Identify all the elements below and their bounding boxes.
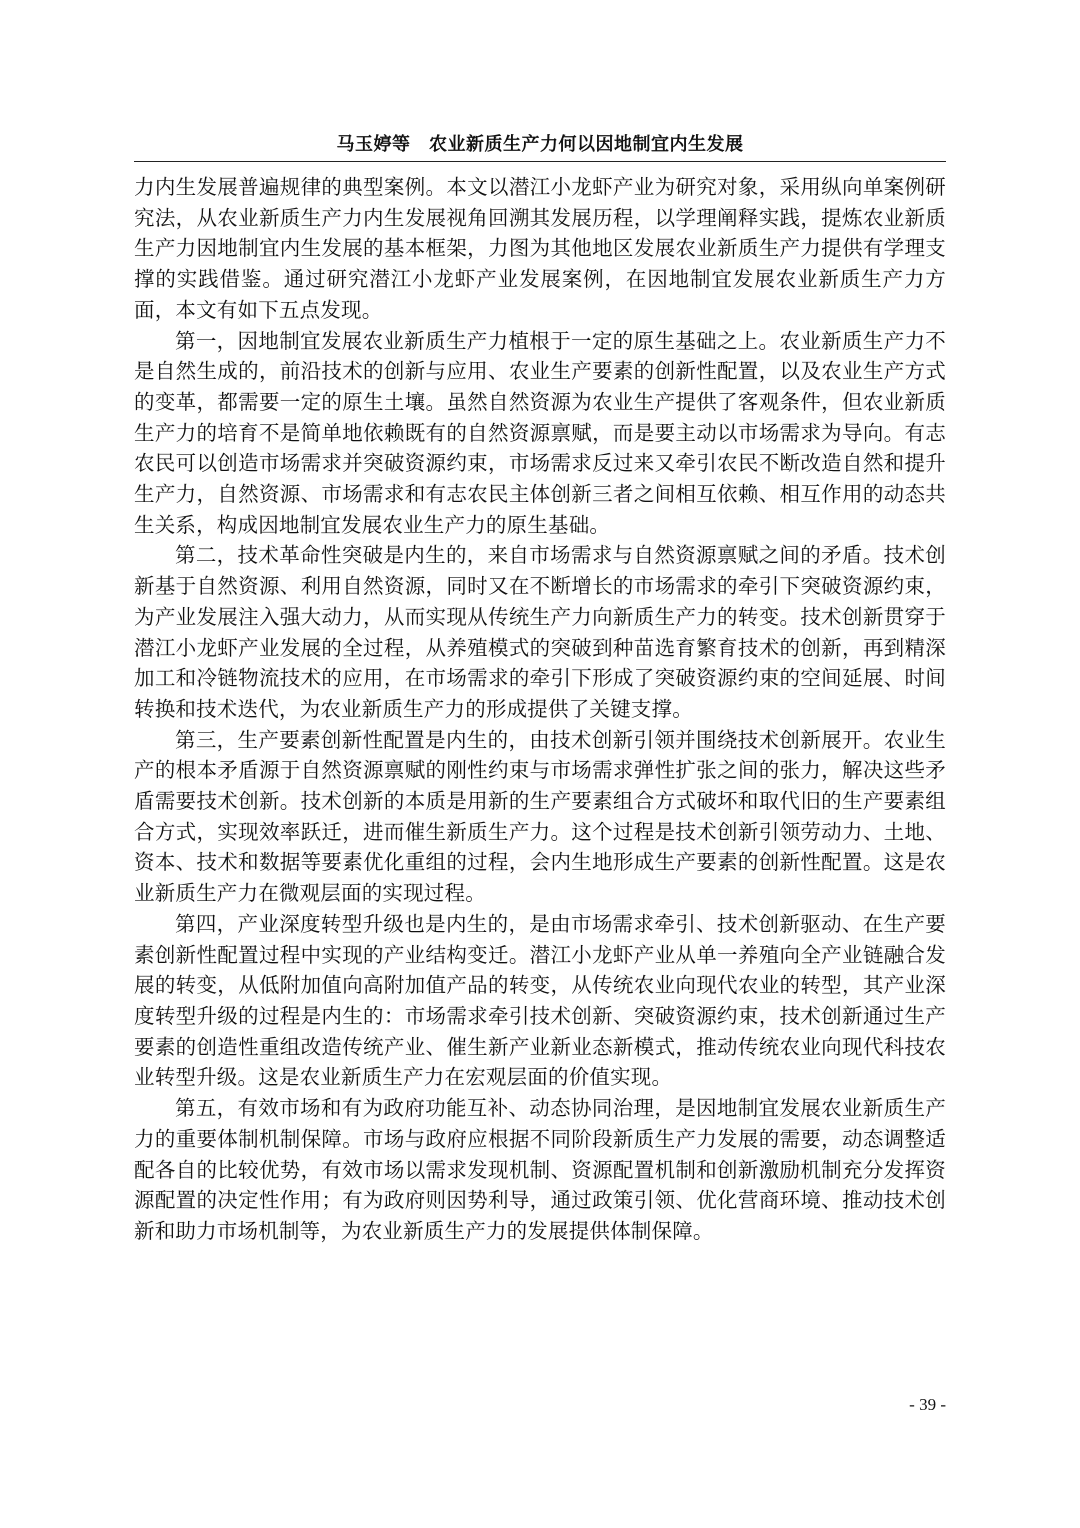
- paragraph-finding-5: 第五，有效市场和有为政府功能互补、动态协同治理，是因地制宜发展农业新质生产力的重要体制机制保障。市场与政府应根据不同阶段新质生产力发展的需要，动态调整适配各自的比较优势，有效市场以需求发现机制、资源配置机制和创新激励机制充分发挥资源配置的决定性作用；有为政府则因势利导，通过政策引领、优化营商环境、推动技术创新和助力市场机制等，为农业新质生产力的发展提供体制保障。: [134, 1096, 946, 1243]
- paragraph-finding-3: 第三，生产要素创新性配置是内生的，由技术创新引领并围绕技术创新展开。农业生产的根本矛盾源于自然资源禀赋的刚性约束与市场需求弹性扩张之间的张力，解决这些矛盾需要技术创新。技术创新的本质是用新的生产要素组合方式破坏和取代旧的生产要素组合方式，实现效率跃迁，进而催生新质生产力。这个过程是技术创新引领劳动力、土地、资本、技术和数据等要素优化重组的过程，会内生地形成生产要素的创新性配置。这是农业新质生产力在微观层面的实现过程。: [134, 727, 946, 906]
- header-rule: [134, 161, 946, 162]
- paragraph-continued: 力内生发展普遍规律的典型案例。本文以潜江小龙虾产业为研究对象，采用纵向单案例研究法，从农业新质生产力内生发展视角回溯其发展历程，以学理阐释实践，提炼农业新质生产力因地制宜内生发展的基本框架，力图为其他地区发展农业新质生产力提供有学理支撑的实践借鉴。通过研究潜江小龙虾产业发展案例，在因地制宜发展农业新质生产力方面，本文有如下五点发现。: [134, 175, 946, 322]
- paragraph-finding-4: 第四，产业深度转型升级也是内生的，是由市场需求牵引、技术创新驱动、在生产要素创新性配置过程中实现的产业结构变迁。潜江小龙虾产业从单一养殖向全产业链融合发展的转变，从低附加值向高附加值产品的转变，从传统农业向现代农业的转型，其产业深度转型升级的过程是内生的：市场需求牵引技术创新、突破资源约束，技术创新通过生产要素的创造性重组改造传统产业、催生新产业新业态新模式，推动传统农业向现代科技农业转型升级。这是农业新质生产力在宏观层面的价值实现。: [134, 911, 946, 1090]
- paragraph-finding-2: 第二，技术革命性突破是内生的，来自市场需求与自然资源禀赋之间的矛盾。技术创新基于自然资源、利用自然资源，同时又在不断增长的市场需求的牵引下突破资源约束，为产业发展注入强大动力，从而实现从传统生产力向新质生产力的转变。技术创新贯穿于潜江小龙虾产业发展的全过程，从养殖模式的突破到种苗选育繁育技术的创新，再到精深加工和冷链物流技术的应用，在市场需求的牵引下形成了突破资源约束的空间延展、时间转换和技术迭代，为农业新质生产力的形成提供了关键支撑。: [134, 543, 946, 721]
- page-number: - 39 -: [909, 1395, 946, 1414]
- running-head: 马玉婷等 农业新质生产力何以因地制宜内生发展: [336, 134, 744, 155]
- paragraph-finding-1: 第一，因地制宜发展农业新质生产力植根于一定的原生基础之上。农业新质生产力不是自然生成的，前沿技术的创新与应用、农业生产要素的创新性配置，以及农业生产方式的变革，都需要一定的原生土壤。虽然自然资源为农业生产提供了客观条件，但农业新质生产力的培育不是简单地依赖既有的自然资源禀赋，而是要主动以市场需求为导向。有志农民可以创造市场需求并突破资源约束，市场需求反过来又牵引农民不断改造自然和提升生产力，自然资源、市场需求和有志农民主体创新三者之间相互依赖、相互作用的动态共生关系，构成因地制宜发展农业生产力的原生基础。: [134, 328, 946, 537]
- article-body: [134, 172, 946, 1247]
